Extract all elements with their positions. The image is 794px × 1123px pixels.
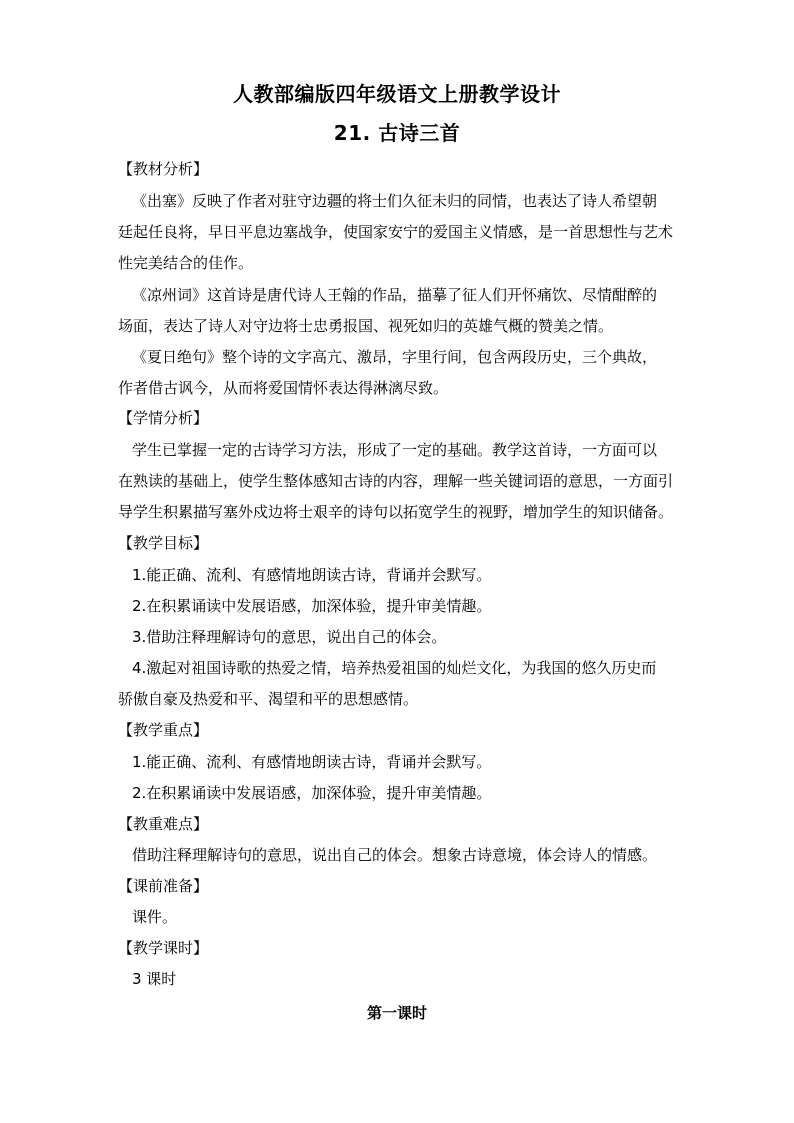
section-heading-class-hours: 【教学课时】 — [118, 939, 209, 957]
paragraph-line: 在熟读的基础上，使学生整体感知古诗的内容，理解一些关键词语的意思，一方面引 — [118, 472, 674, 490]
paragraph-line: 导学生积累描写塞外戍边将士艰辛的诗句以拓宽学生的视野，增加学生的知识储备。 — [118, 503, 674, 521]
paragraph-line: 借助注释理解诗句的意思，说出自己的体会。想象古诗意境，体会诗人的情感。 — [132, 846, 658, 864]
section-heading-student-analysis: 【学情分析】 — [118, 409, 209, 427]
list-item: 3.借助注释理解诗句的意思，说出自己的体会。 — [132, 628, 447, 646]
section-heading-textbook-analysis: 【教材分析】 — [118, 160, 209, 178]
section-heading-key-points: 【教学重点】 — [118, 721, 209, 739]
document-title: 人教部编版四年级语文上册教学设计 — [233, 82, 561, 106]
paragraph-line: 廷起任良将，早日平息边塞战争，使国家安宁的爱国主义情感，是一首思想性与艺术 — [118, 223, 674, 241]
paragraph-line: 《夏日绝句》整个诗的文字高亢、激昂，字里行间，包含两段历史，三个典故， — [132, 348, 658, 366]
paragraph-line: 《凉州词》这首诗是唐代诗人王翰的作品，描摹了征人们开怀痛饮、尽情酣醉的 — [132, 286, 658, 304]
list-item: 2.在积累诵读中发展语感，加深体验，提升审美情趣。 — [132, 784, 492, 802]
section-heading-difficulties: 【教重难点】 — [118, 815, 209, 833]
paragraph-line: 作者借古讽今，从而将爱国情怀表达得淋漓尽致。 — [118, 379, 449, 397]
list-item: 2.在积累诵读中发展语感，加深体验，提升审美情趣。 — [132, 597, 492, 615]
section-heading-preparation: 【课前准备】 — [118, 877, 209, 895]
section-heading-teaching-goals: 【教学目标】 — [118, 534, 209, 552]
paragraph-line: 场面，表达了诗人对守边将士忠勇报国、视死如归的英雄气概的赞美之情。 — [118, 317, 614, 335]
list-item: 4.激起对祖国诗歌的热爱之情，培养热爱祖国的灿烂文化，为我国的悠久历史而 — [132, 659, 657, 677]
lesson-title: 21. 古诗三首 — [333, 121, 461, 145]
list-item: 骄傲自豪及热爱和平、渴望和平的思想感情。 — [118, 690, 419, 708]
lesson-heading: 第一课时 — [366, 1004, 427, 1022]
paragraph-line: 学生已掌握一定的古诗学习方法，形成了一定的基础。教学这首诗，一方面可以 — [132, 441, 658, 459]
list-item: 1.能正确、流利、有感情地朗读古诗，背诵并会默写。 — [132, 753, 492, 771]
paragraph-line: 性完美结合的佳作。 — [118, 254, 254, 272]
paragraph-line: 3 课时 — [132, 970, 177, 988]
list-item: 1.能正确、流利、有感情地朗读古诗，背诵并会默写。 — [132, 566, 492, 584]
paragraph-line: 《出塞》反映了作者对驻守边疆的将士们久征未归的同情，也表达了诗人希望朝 — [132, 192, 658, 210]
paragraph-line: 课件。 — [132, 908, 178, 926]
